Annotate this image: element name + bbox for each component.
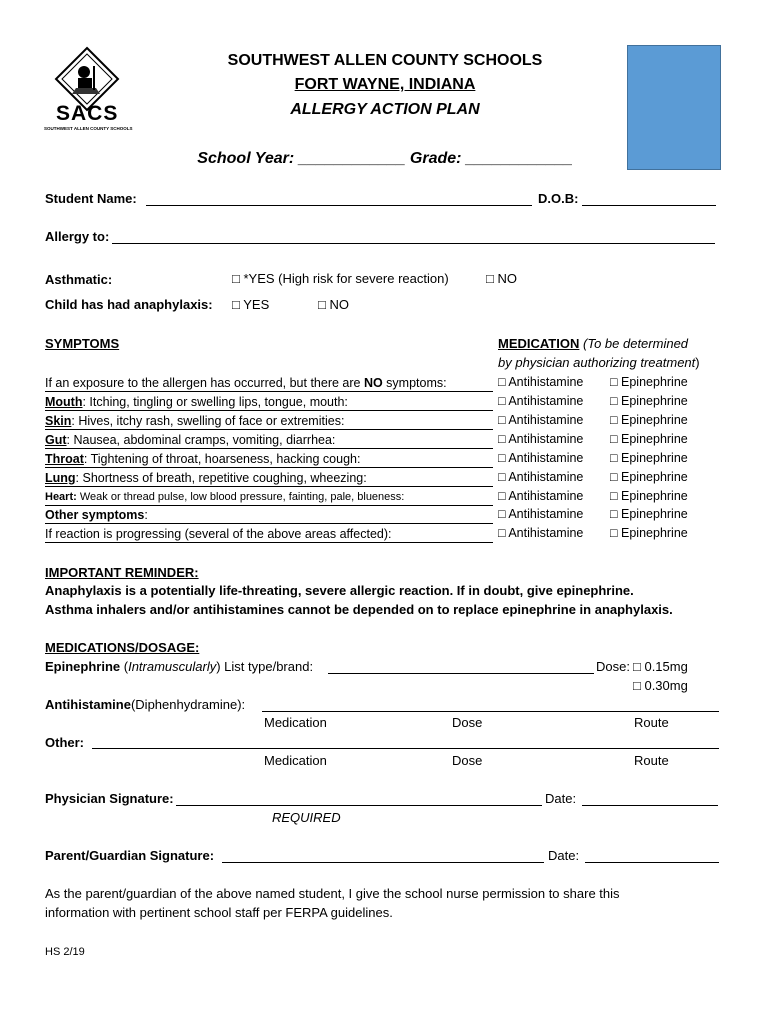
epinephrine-label: Epinephrine [45,659,121,674]
medication-note-2: by physician authorizing treatment [498,355,696,370]
medication-options-row [498,489,688,503]
symptoms-heading: SYMPTOMS [45,336,120,351]
dob-field[interactable] [582,205,716,206]
student-name-field[interactable] [146,205,532,206]
parent-signature-label: Parent/Guardian Signature: [45,848,215,863]
epinephrine-checkbox[interactable]: □ Epinephrine [610,507,688,521]
required-note: REQUIRED [272,810,341,825]
medication-options-row [498,432,688,446]
anaphylaxis-label: Child has had anaphylaxis: [45,297,213,312]
epinephrine-checkbox[interactable]: □ Epinephrine [610,375,688,389]
medication-note-1: (To be determined [583,336,689,351]
dose-030-checkbox[interactable]: □ 0.30mg [633,678,688,693]
symptom-row-throat: Throat: Tightening of throat, hoarseness, hacking cough: [45,451,493,468]
symptom-row-heart: Heart: Weak or thread pulse, low blood pressure, fainting, pale, blueness: [45,489,493,506]
symptom-row-mouth: Mouth: Itching, tingling or swelling lips, tongue, mouth: [45,394,493,411]
parent-signature-field[interactable] [222,862,544,863]
epinephrine-checkbox[interactable]: □ Epinephrine [610,394,688,408]
antihistamine-label: Antihistamine [45,697,131,712]
other-col-dose: Dose [452,753,483,768]
school-year-grade: School Year: ____________ Grade: ____________ [197,150,573,167]
antihistamine-field[interactable] [262,711,719,712]
antihistamine-checkbox[interactable]: □ Antihistamine [498,375,584,389]
epinephrine-checkbox[interactable]: □ Epinephrine [610,432,688,446]
dose-label: Dose: [596,659,630,674]
epinephrine-checkbox[interactable]: □ Epinephrine [610,489,688,503]
parent-date-label: Date: [548,848,580,863]
epinephrine-route: Intramuscularly [128,659,217,674]
antihistamine-checkbox[interactable]: □ Antihistamine [498,432,584,446]
medication-options-row [498,451,688,465]
antihistamine-checkbox[interactable]: □ Antihistamine [498,470,584,484]
physician-date-label: Date: [545,791,577,806]
asthmatic-label: Asthmatic: [45,272,113,287]
antihistamine-checkbox[interactable]: □ Antihistamine [498,526,584,540]
medication-note-2-block: by physician authorizing treatment) [498,355,700,370]
physician-signature-field[interactable] [176,805,542,806]
physician-signature-label: Physician Signature: [45,791,174,806]
epinephrine-row: Epinephrine (Intramuscularly) List type/brand: [45,659,314,674]
dob-label: D.O.B: [538,191,579,206]
allergy-to-field[interactable] [112,243,715,244]
consent-line-1: As the parent/guardian of the above named student, I give the school nurse permission to share this [45,886,620,901]
symptom-row-skin: Skin: Hives, itchy rash, swelling of face or extremities: [45,413,493,430]
antihistamine-checkbox[interactable]: □ Antihistamine [498,489,584,503]
symptom-row-lung: Lung: Shortness of breath, repetitive coughing, wheezing: [45,470,493,487]
symptom-row-no-symptoms: If an exposure to the allergen has occurred, but there are NO symptoms: [45,375,493,392]
symptom-row-gut: Gut: Nausea, abdominal cramps, vomiting, diarrhea: [45,432,493,449]
reminder-heading: IMPORTANT REMINDER: [45,565,199,580]
anaphylaxis-no-checkbox[interactable]: □ NO [318,297,349,312]
symptom-row-other: Other symptoms: [45,507,493,524]
medication-options-row [498,375,688,389]
other-col-medication: Medication [264,753,327,768]
epinephrine-checkbox[interactable]: □ Epinephrine [610,451,688,465]
student-name-label: Student Name: [45,191,137,206]
antihistamine-col-dose: Dose [452,715,483,730]
asthmatic-yes-checkbox[interactable]: □ *YES (High risk for severe reaction) [232,271,449,286]
logo-text: SACS [56,102,119,125]
medication-heading-block [498,336,688,351]
page-title: ALLERGY ACTION PLAN [290,101,480,118]
allergy-to-label: Allergy to: [45,229,110,244]
consent-line-2: information with pertinent school staff per FERPA guidelines. [45,905,393,920]
other-medication-field[interactable] [92,748,719,749]
epinephrine-checkbox[interactable]: □ Epinephrine [610,413,688,427]
asthmatic-no-checkbox[interactable]: □ NO [486,271,517,286]
other-label: Other: [45,735,84,750]
reminder-line-1: Anaphylaxis is a potentially life-threating, severe allergic reaction. If in doubt, give epinephrine. [45,583,634,598]
logo-subtext: SOUTHWEST ALLEN COUNTY SCHOOLS [44,126,133,131]
epinephrine-checkbox[interactable]: □ Epinephrine [610,470,688,484]
antihistamine-col-medication: Medication [264,715,327,730]
medication-options-row [498,413,688,427]
form-code: HS 2/19 [45,946,85,958]
epinephrine-checkbox[interactable]: □ Epinephrine [610,526,688,540]
antihistamine-checkbox[interactable]: □ Antihistamine [498,394,584,408]
dosage-heading: MEDICATIONS/DOSAGE: [45,640,200,655]
anaphylaxis-yes-checkbox[interactable]: □ YES [232,297,270,312]
antihistamine-checkbox[interactable]: □ Antihistamine [498,507,584,521]
medication-options-row [498,394,688,408]
dose-015-checkbox[interactable]: □ 0.15mg [633,659,688,674]
parent-date-field[interactable] [585,862,719,863]
epinephrine-brand-field[interactable] [328,673,594,674]
medication-options-row [498,507,688,521]
org-name: SOUTHWEST ALLEN COUNTY SCHOOLS [227,52,543,69]
medication-options-row [498,470,688,484]
org-location: FORT WAYNE, INDIANA [294,76,476,93]
antihistamine-row [45,697,245,712]
medication-heading: MEDICATION [498,336,580,351]
symptom-row-progressing: If reaction is progressing (several of the above areas affected): [45,526,493,543]
physician-date-field[interactable] [582,805,718,806]
antihistamine-col-route: Route [634,715,669,730]
antihistamine-checkbox[interactable]: □ Antihistamine [498,451,584,465]
epinephrine-brand-label: List type/brand: [224,659,314,674]
other-col-route: Route [634,753,669,768]
antihistamine-note: (Diphenhydramine): [130,697,246,712]
medication-options-row [498,526,688,540]
reminder-line-2: Asthma inhalers and/or antihistamines cannot be depended on to replace epinephrine in anaphylaxis. [45,602,673,617]
antihistamine-checkbox[interactable]: □ Antihistamine [498,413,584,427]
